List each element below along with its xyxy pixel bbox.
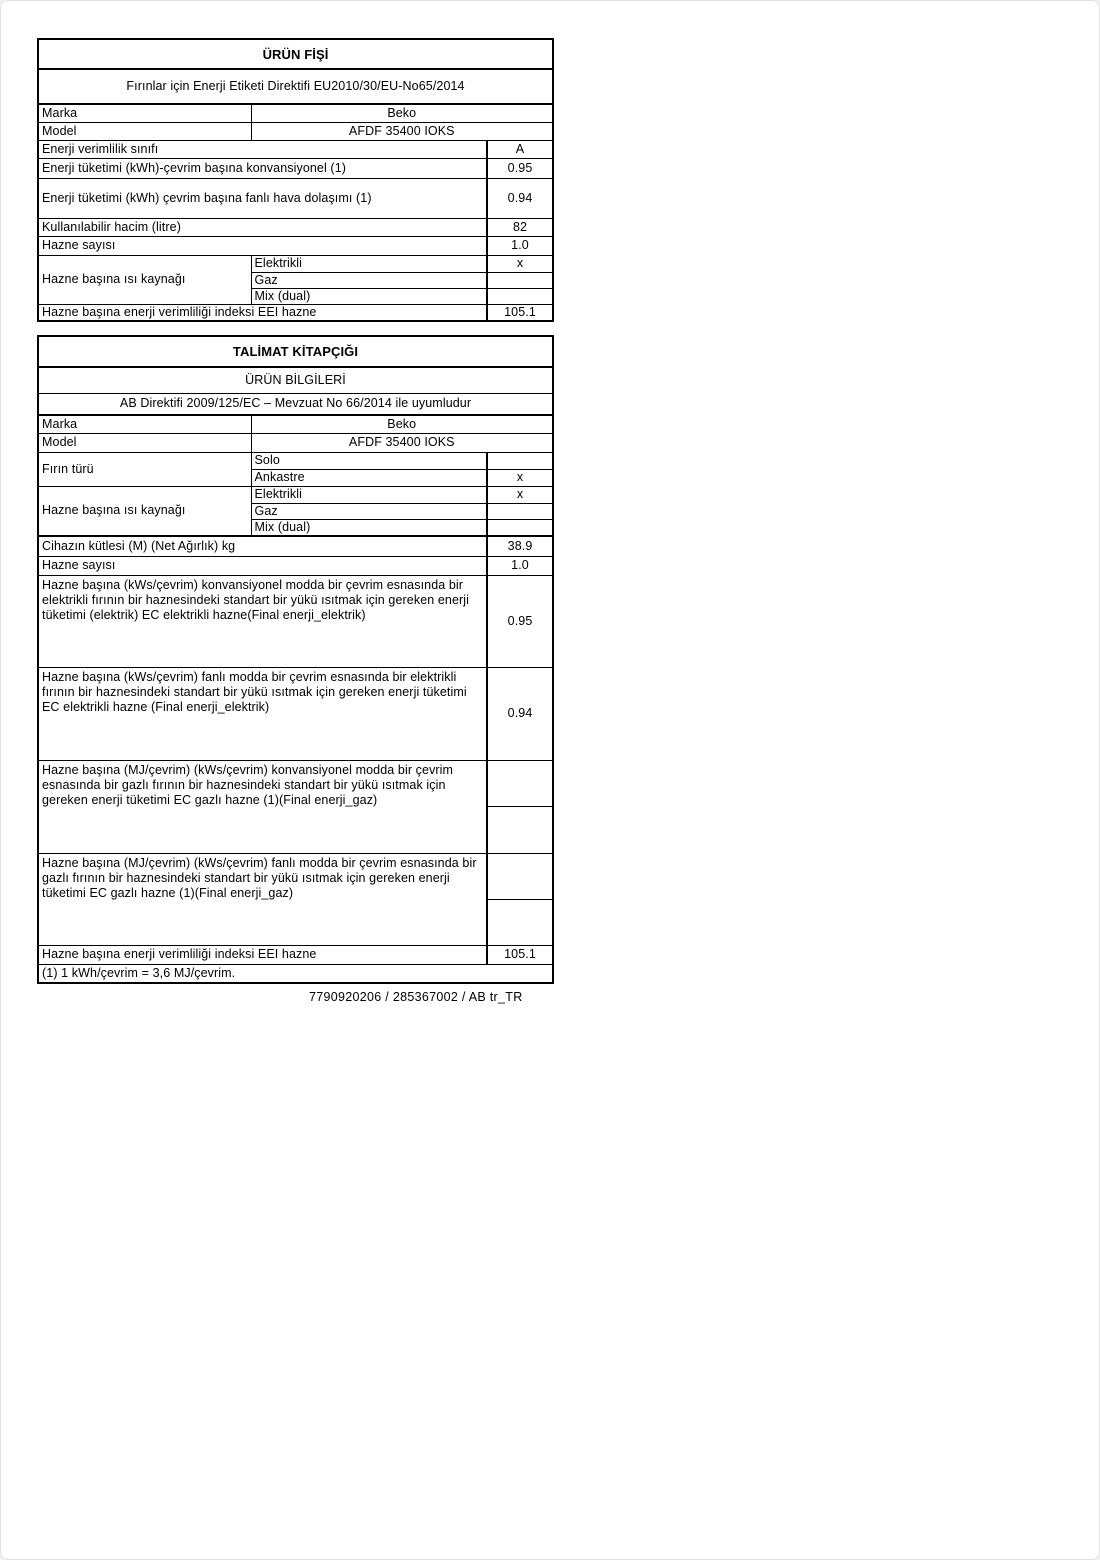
brand-value: Beko bbox=[251, 415, 553, 433]
brand-value: Beko bbox=[251, 104, 553, 122]
cavity-count-value: 1.0 bbox=[487, 236, 553, 255]
energy-conventional-label: Enerji tüketimi (kWh)-çevrim başına konvansiyonel (1) bbox=[38, 158, 487, 178]
mass-value: 38.9 bbox=[487, 536, 553, 556]
ec-electric-fan-label: Hazne başına (kWs/çevrim) fanlı modda bir çevrim esnasında bir elektrikli fırının bir haznesindeki standart bir yükü ısıtmak için gereken enerji tüketimi EC elektrikli hazne (Final enerji_elektrik) bbox=[38, 667, 487, 760]
brand-label: Marka bbox=[38, 104, 251, 122]
instruction-booklet-table bbox=[37, 335, 554, 984]
cavity-count-label: Hazne sayısı bbox=[38, 556, 487, 575]
oven-type-solo-label: Solo bbox=[251, 452, 487, 469]
heat-source-label: Hazne başına ısı kaynağı bbox=[38, 486, 251, 536]
heat-source-mix-label: Mix (dual) bbox=[251, 288, 487, 304]
heat-source-electric-label: Elektrikli bbox=[251, 486, 487, 503]
document-code: 7790920206 / 285367002 / AB tr_TR bbox=[309, 990, 523, 1004]
energy-fan-value: 0.94 bbox=[487, 178, 553, 218]
cavity-count-label: Hazne sayısı bbox=[38, 236, 487, 255]
oven-type-label: Fırın türü bbox=[38, 452, 251, 486]
model-value: AFDF 35400 IOKS bbox=[251, 122, 553, 140]
model-label: Model bbox=[38, 122, 251, 140]
eei-value: 105.1 bbox=[487, 304, 553, 321]
ec-gas-conventional-value-kws bbox=[487, 806, 553, 853]
product-sheet-table bbox=[37, 38, 554, 322]
heat-source-gas-label: Gaz bbox=[251, 503, 487, 519]
eei-value: 105.1 bbox=[487, 945, 553, 964]
energy-fan-label: Enerji tüketimi (kWh) çevrim başına fanlı hava dolaşımı (1) bbox=[38, 178, 487, 218]
heat-source-mix-label: Mix (dual) bbox=[251, 519, 487, 536]
ec-gas-fan-value-kws bbox=[487, 899, 553, 945]
energy-class-label: Enerji verimlilik sınıfı bbox=[38, 140, 487, 158]
energy-class-value: A bbox=[487, 140, 553, 158]
booklet-title: TALİMAT KİTAPÇIĞI bbox=[38, 336, 553, 367]
ec-gas-fan-value-mj bbox=[487, 853, 553, 899]
usable-volume-value: 82 bbox=[487, 218, 553, 236]
ec-electric-conventional-value: 0.95 bbox=[487, 575, 553, 667]
eei-label: Hazne başına enerji verimliliği indeksi EEI hazne bbox=[38, 304, 487, 321]
model-value: AFDF 35400 IOKS bbox=[251, 433, 553, 452]
product-sheet-directive: Fırınlar için Enerji Etiketi Direktifi EU2010/30/EU-No65/2014 bbox=[38, 69, 553, 104]
oven-type-solo-value bbox=[487, 452, 553, 469]
usable-volume-label: Kullanılabilir hacim (litre) bbox=[38, 218, 487, 236]
ec-electric-conventional-label: Hazne başına (kWs/çevrim) konvansiyonel modda bir çevrim esnasında bir elektrikli fırının bir haznesindeki standart bir yükü ısıtmak için gereken enerji tüketimi (elektrik) EC elektrikli hazne(Final enerji_elektrik) bbox=[38, 575, 487, 667]
model-label: Model bbox=[38, 433, 251, 452]
heat-source-electric-value: x bbox=[487, 486, 553, 503]
footnote: (1) 1 kWh/çevrim = 3,6 MJ/çevrim. bbox=[38, 964, 553, 983]
cavity-count-value: 1.0 bbox=[487, 556, 553, 575]
product-sheet-title: ÜRÜN FİŞİ bbox=[38, 39, 553, 69]
oven-type-builtin-value: x bbox=[487, 469, 553, 486]
heat-source-electric-label: Elektrikli bbox=[251, 255, 487, 272]
heat-source-electric-value: x bbox=[487, 255, 553, 272]
ec-gas-fan-label: Hazne başına (MJ/çevrim) (kWs/çevrim) fanlı modda bir çevrim esnasında bir gazlı fırının bir haznesindeki standart bir yükü ısıtmak için gereken enerji tüketimi EC gazlı hazne (1)(Final enerji_gaz) bbox=[38, 853, 487, 945]
oven-type-builtin-label: Ankastre bbox=[251, 469, 487, 486]
heat-source-gas-label: Gaz bbox=[251, 272, 487, 288]
brand-label: Marka bbox=[38, 415, 251, 433]
ec-electric-fan-value: 0.94 bbox=[487, 667, 553, 760]
ec-gas-conventional-value-mj bbox=[487, 760, 553, 806]
heat-source-gas-value bbox=[487, 272, 553, 288]
heat-source-mix-value bbox=[487, 519, 553, 536]
booklet-subtitle: ÜRÜN BİLGİLERİ bbox=[38, 367, 553, 393]
heat-source-mix-value bbox=[487, 288, 553, 304]
eei-label: Hazne başına enerji verimliliği indeksi EEI hazne bbox=[38, 945, 487, 964]
booklet-directive: AB Direktifi 2009/125/EC – Mevzuat No 66/2014 ile uyumludur bbox=[38, 393, 553, 415]
ec-gas-conventional-label: Hazne başına (MJ/çevrim) (kWs/çevrim) konvansiyonel modda bir çevrim esnasında bir gazlı fırının bir haznesindeki standart bir yükü ısıtmak için gereken enerji tüketimi EC gazlı hazne (1)(Final enerji_gaz) bbox=[38, 760, 487, 853]
heat-source-gas-value bbox=[487, 503, 553, 519]
mass-label: Cihazın kütlesi (M) (Net Ağırlık) kg bbox=[38, 536, 487, 556]
heat-source-label: Hazne başına ısı kaynağı bbox=[38, 255, 251, 304]
energy-conventional-value: 0.95 bbox=[487, 158, 553, 178]
